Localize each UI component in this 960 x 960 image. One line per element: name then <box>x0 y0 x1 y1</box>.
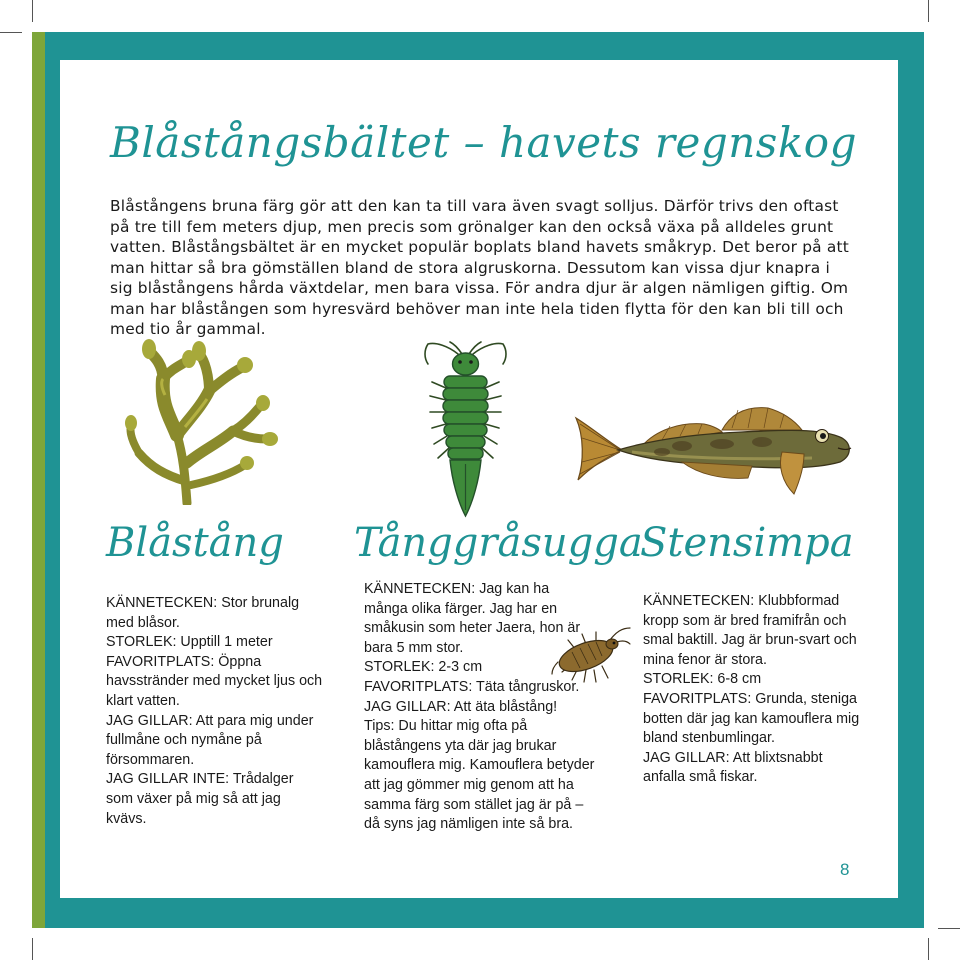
fact-storlek: STORLEK: Upptill 1 meter <box>106 634 273 651</box>
fact-favoritplats: FAVORITPLATS: Täta tångruskor. <box>364 678 580 695</box>
fact-jag-gillar: JAG GILLAR: Att blixtsnabbt anfalla små fiskar. <box>643 749 823 786</box>
fish-illustration <box>572 400 854 498</box>
fact-jag-gillar-inte: JAG GILLAR INTE: Trådalger som växer på mig så att jag kvävs. <box>106 771 294 827</box>
species-facts-tanggrasugga <box>364 580 596 835</box>
species-facts-stensimpa <box>643 592 865 788</box>
fact-kannetecken: KÄNNETECKEN: Stor brunalg med blåsor. <box>106 595 300 631</box>
fact-kannetecken: KÄNNETECKEN: Jag kan ha många olika färger. Jag har en småkusin som heter Jaera, hon är bara 5 mm stor. <box>364 581 581 656</box>
species-name-stensimpa: Stensimpa <box>640 520 854 566</box>
fact-favoritplats: FAVORITPLATS: Öppna havsstränder med mycket ljus och klart vatten. <box>106 653 323 709</box>
crop-mark <box>0 32 22 33</box>
page-number: 8 <box>840 860 850 879</box>
crop-mark <box>938 928 960 929</box>
fact-jag-gillar: JAG GILLAR: Att äta blåstång! <box>364 698 558 715</box>
page-title: Blåstångsbältet – havets regnskog <box>110 118 857 167</box>
seaweed-illustration <box>125 335 285 505</box>
crop-mark <box>928 938 929 960</box>
fact-kannetecken: KÄNNETECKEN: Klubbformad kropp som är bred framifrån och smal baktill. Jag är brun-svart och mina fenor är stora. <box>643 593 857 668</box>
crop-mark <box>928 0 929 22</box>
crop-mark <box>32 938 33 960</box>
fact-jag-gillar: JAG GILLAR: Att para mig under fullmåne och nymåne på försommaren. <box>106 712 314 768</box>
isopod-illustration <box>418 340 513 518</box>
fact-favoritplats: FAVORITPLATS: Grunda, steniga botten där jag kan kamouflera mig bland stenbumlingar. <box>643 690 860 747</box>
crop-mark <box>32 0 33 22</box>
intro-paragraph: Blåstångens bruna färg gör att den kan ta till vara även svagt solljus. Därför trivs den oftast på tre till fem meters djup, men precis som grönalger kan den också växa på alldeles grunt vatten. Blåstångsbältet är en mycket populär boplats bland havets småkryp. Det beror på att man hittar så bra gömställen bland de stora algruskorna. Dessutom kan vissa djur knapra i sig blåstångens hårda växtdelar, men bara vissa. För andra djur är algen nämligen giftig. Om man har blåstången som hyresvärd behöver man inte hela tiden flytta för den kan bli till och med tio år gammal. <box>110 197 849 338</box>
fact-storlek: STORLEK: 2-3 cm <box>364 659 483 676</box>
species-facts-blastang <box>106 594 324 829</box>
fact-tips: Tips: Du hittar mig ofta på blåstångens yta där jag brukar kamouflera mig. Kamouflera betyder att jag gömmer mig genom att ha samma färg som stället jag är på – då syns jag nämligen inte så bra. <box>364 718 595 833</box>
species-name-blastang: Blåstång <box>106 520 284 566</box>
page-edge-strip <box>32 32 45 928</box>
species-name-tanggrasugga: Tånggråsugga <box>354 520 643 566</box>
fact-storlek: STORLEK: 6-8 cm <box>643 671 762 688</box>
